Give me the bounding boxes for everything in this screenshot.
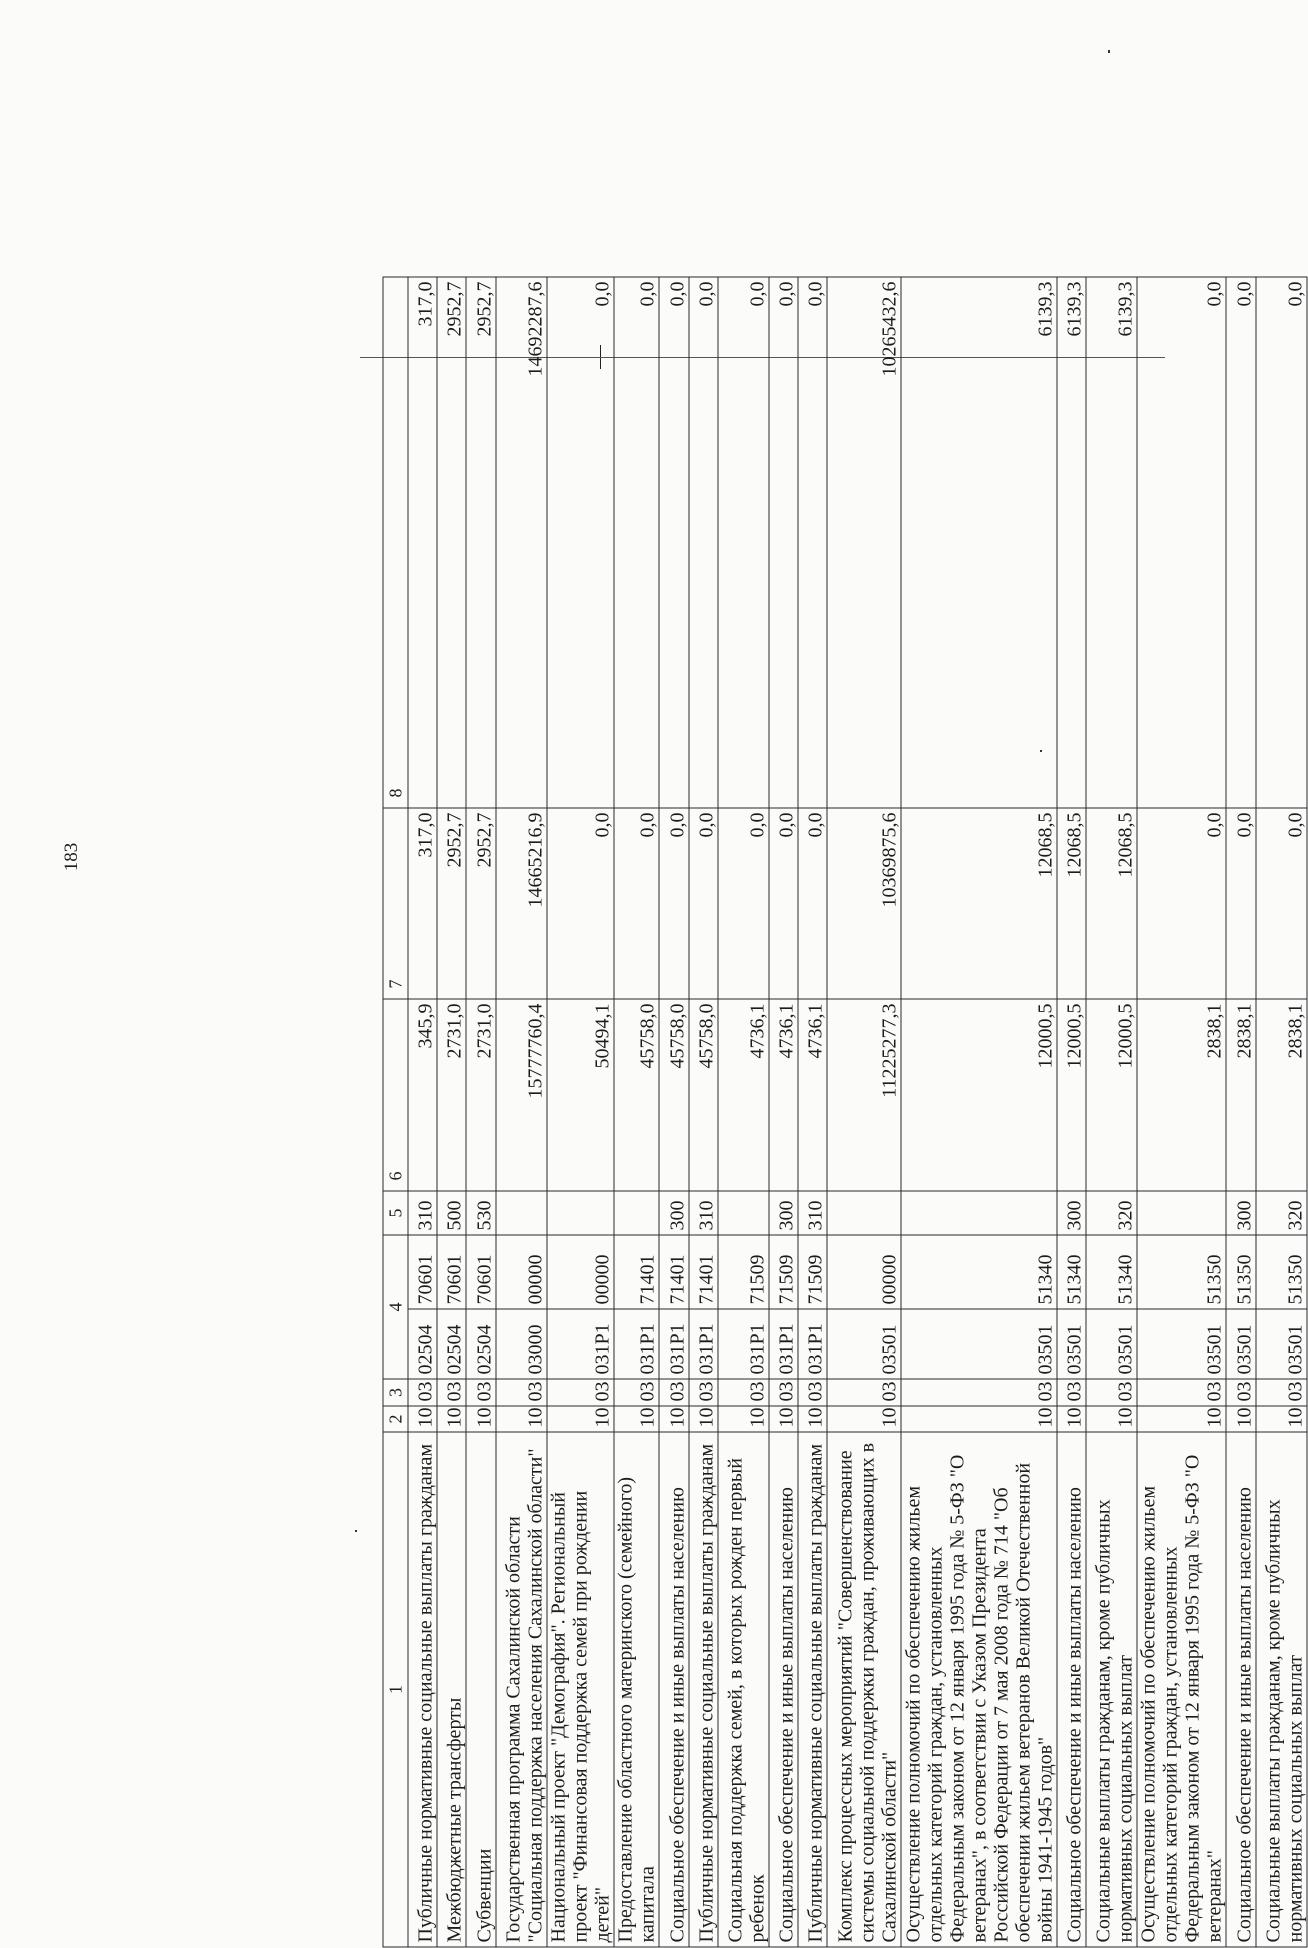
target-code-part2: 71509 [769, 1235, 798, 1309]
expense-type-code: 310 [689, 1191, 718, 1235]
subsection-code: 03 [769, 1379, 798, 1406]
table-row [1137, 277, 1226, 1947]
amount-col7: 0,0 [798, 808, 827, 999]
target-code-part2: 70601 [408, 1235, 437, 1309]
expense-type-code: 310 [798, 1191, 827, 1235]
row-label: Социальное обеспечение и иные выплаты населению [659, 1432, 688, 1947]
target-code-part2: 00000 [496, 1235, 547, 1309]
amount-col6: 2731,0 [466, 999, 495, 1191]
section-code: 10 [437, 1406, 466, 1432]
amount-col8: 0,0 [1256, 277, 1307, 808]
table-row [547, 277, 614, 1947]
expense-type-code [1137, 1191, 1226, 1235]
table-row [1226, 277, 1255, 1947]
row-label: Межбюджетные трансферты [437, 1432, 466, 1947]
subsection-code: 03 [1057, 1379, 1086, 1406]
subsection-code: 03 [901, 1379, 1057, 1406]
target-code-part1: 02504 [437, 1309, 466, 1379]
table-row [1086, 277, 1137, 1947]
amount-col7: 0,0 [689, 808, 718, 999]
row-label: Публичные нормативные социальные выплаты гражданам [689, 1432, 718, 1947]
amount-col7: 10369875,6 [827, 808, 900, 999]
amount-col8: 317,0 [408, 277, 437, 808]
column-header: 5 [383, 1191, 408, 1235]
subsection-code: 03 [547, 1379, 614, 1406]
section-code: 10 [614, 1406, 659, 1432]
subsection-code: 03 [827, 1379, 900, 1406]
expense-type-code: 320 [1086, 1191, 1137, 1235]
amount-col7: 0,0 [659, 808, 688, 999]
amount-col8: 0,0 [614, 277, 659, 808]
expense-type-code: 500 [437, 1191, 466, 1235]
expense-type-code: 300 [1226, 1191, 1255, 1235]
subsection-code: 03 [689, 1379, 718, 1406]
target-code-part2: 51350 [1137, 1235, 1226, 1309]
target-code-part1: 02504 [466, 1309, 495, 1379]
amount-col6: 12000,5 [901, 999, 1057, 1191]
table-row [769, 277, 798, 1947]
amount-col7: 12068,5 [901, 808, 1057, 999]
row-label: Социальное обеспечение и иные выплаты населению [1057, 1432, 1086, 1947]
expense-type-code [718, 1191, 769, 1235]
row-label: Публичные нормативные социальные выплаты гражданам [798, 1432, 827, 1947]
amount-col7: 14665216,9 [496, 808, 547, 999]
subsection-code: 03 [466, 1379, 495, 1406]
section-code: 10 [718, 1406, 769, 1432]
amount-col8: 0,0 [1226, 277, 1255, 808]
row-label: Социальное обеспечение и иные выплаты населению [769, 1432, 798, 1947]
amount-col8: 2952,7 [466, 277, 495, 808]
subsection-code: 03 [1226, 1379, 1255, 1406]
column-header: 1 [383, 1432, 408, 1947]
target-code-part1: 03501 [1086, 1309, 1137, 1379]
section-code: 10 [547, 1406, 614, 1432]
amount-col6: 11225277,3 [827, 999, 900, 1191]
amount-col7: 0,0 [614, 808, 659, 999]
target-code-part2: 71401 [614, 1235, 659, 1309]
table-row [437, 277, 466, 1947]
target-code-part1: 031Р1 [769, 1309, 798, 1379]
amount-col7: 0,0 [547, 808, 614, 999]
row-label: Осуществление полномочий по обеспечению жильем отдельных категорий граждан, установленных Федеральным законом от 12 января 1995 года № 5-ФЗ "О ветеранах", в соответствии с Указом Президента Российской Федерации от 7 мая 2008 года № 714 "Об обеспечении жильем ветеранов Великой Отечественной войны 1941-1945 годов" [901, 1432, 1057, 1947]
amount-col6: 45758,0 [659, 999, 688, 1191]
target-code-part1: 03501 [1256, 1309, 1307, 1379]
amount-col6: 2838,1 [1137, 999, 1226, 1191]
expense-type-code: 310 [408, 1191, 437, 1235]
subsection-code: 03 [1086, 1379, 1137, 1406]
subsection-code: 03 [798, 1379, 827, 1406]
target-code-part1: 031Р1 [547, 1309, 614, 1379]
table-row [408, 277, 437, 1947]
subsection-code: 03 [496, 1379, 547, 1406]
column-header: 4 [383, 1235, 408, 1379]
table-row [689, 277, 718, 1947]
expense-type-code [547, 1191, 614, 1235]
target-code-part2: 71401 [689, 1235, 718, 1309]
section-code: 10 [1256, 1406, 1307, 1432]
subsection-code: 03 [659, 1379, 688, 1406]
target-code-part1: 03501 [1137, 1309, 1226, 1379]
target-code-part1: 031Р1 [614, 1309, 659, 1379]
target-code-part1: 03000 [496, 1309, 547, 1379]
scan-speck [1108, 50, 1110, 53]
row-label: Осуществление полномочий по обеспечению жильем отдельных категорий граждан, установленных Федеральным законом от 12 января 1995 года № 5-ФЗ "О ветеранах" [1137, 1432, 1226, 1947]
column-header: 8 [383, 277, 408, 808]
target-code-part2: 51340 [901, 1235, 1057, 1309]
amount-col7: 2952,7 [466, 808, 495, 999]
target-code-part1: 03501 [827, 1309, 900, 1379]
section-code: 10 [466, 1406, 495, 1432]
section-code: 10 [1086, 1406, 1137, 1432]
amount-col6: 4736,1 [718, 999, 769, 1191]
column-header: 7 [383, 808, 408, 999]
amount-col6: 45758,0 [614, 999, 659, 1191]
expense-type-code: 300 [769, 1191, 798, 1235]
amount-col7: 0,0 [769, 808, 798, 999]
table-row [614, 277, 659, 1947]
amount-col8: 6139,3 [1086, 277, 1137, 808]
amount-col6: 2838,1 [1256, 999, 1307, 1191]
amount-col8: 0,0 [547, 277, 614, 808]
target-code-part2: 00000 [827, 1235, 900, 1309]
table-row [466, 277, 495, 1947]
amount-col6: 4736,1 [798, 999, 827, 1191]
amount-col8: 6139,3 [901, 277, 1057, 808]
amount-col8: 0,0 [769, 277, 798, 808]
rotated-table-container [383, 278, 1308, 1948]
expense-type-code [827, 1191, 900, 1235]
target-code-part1: 031Р1 [689, 1309, 718, 1379]
subsection-code: 03 [408, 1379, 437, 1406]
target-code-part2: 51350 [1226, 1235, 1255, 1309]
section-code: 10 [659, 1406, 688, 1432]
amount-col8: 2952,7 [437, 277, 466, 808]
amount-col6: 4736,1 [769, 999, 798, 1191]
target-code-part2: 71401 [659, 1235, 688, 1309]
table-row [496, 277, 547, 1947]
target-code-part2: 00000 [547, 1235, 614, 1309]
amount-col7: 0,0 [1137, 808, 1226, 999]
row-label: Социальные выплаты гражданам, кроме публичных нормативных социальных выплат [1256, 1432, 1307, 1947]
amount-col7: 2952,7 [437, 808, 466, 999]
amount-col8: 0,0 [718, 277, 769, 808]
section-code: 10 [1226, 1406, 1255, 1432]
table-row [827, 277, 900, 1947]
amount-col6: 345,9 [408, 999, 437, 1191]
target-code-part1: 031Р1 [798, 1309, 827, 1379]
row-label: Публичные нормативные социальные выплаты гражданам [408, 1432, 437, 1947]
column-header: 2 [383, 1406, 408, 1432]
expense-type-code: 320 [1256, 1191, 1307, 1235]
target-code-part1: 031Р1 [659, 1309, 688, 1379]
amount-col6: 2838,1 [1226, 999, 1255, 1191]
amount-col6: 50494,1 [547, 999, 614, 1191]
amount-col8: 0,0 [798, 277, 827, 808]
subsection-code: 03 [1256, 1379, 1307, 1406]
table-header-row [383, 277, 408, 1947]
target-code-part1: 03501 [1226, 1309, 1255, 1379]
target-code-part2: 71509 [798, 1235, 827, 1309]
row-label: Субвенции [466, 1432, 495, 1947]
expense-type-code [901, 1191, 1057, 1235]
section-code: 10 [901, 1406, 1057, 1432]
amount-col8: 0,0 [659, 277, 688, 808]
target-code-part2: 51350 [1256, 1235, 1307, 1309]
target-code-part1: 02504 [408, 1309, 437, 1379]
amount-col7: 0,0 [1256, 808, 1307, 999]
table-row [901, 277, 1057, 1947]
amount-col6: 12000,5 [1086, 999, 1137, 1191]
section-code: 10 [798, 1406, 827, 1432]
budget-table-body [383, 277, 1307, 1947]
target-code-part1: 03501 [901, 1309, 1057, 1379]
target-code-part2: 71509 [718, 1235, 769, 1309]
target-code-part2: 51340 [1086, 1235, 1137, 1309]
table-row [718, 277, 769, 1947]
column-header: 3 [383, 1379, 408, 1406]
amount-col8: 14692287,6 [496, 277, 547, 808]
subsection-code: 03 [1137, 1379, 1226, 1406]
expense-type-code: 300 [1057, 1191, 1086, 1235]
scan-speck [355, 1530, 357, 1532]
amount-col8: 10265432,6 [827, 277, 900, 808]
table-row [1057, 277, 1086, 1947]
amount-col6: 45758,0 [689, 999, 718, 1191]
table-row [798, 277, 827, 1947]
section-code: 10 [1137, 1406, 1226, 1432]
target-code-part2: 51340 [1057, 1235, 1086, 1309]
amount-col6: 15777760,4 [496, 999, 547, 1191]
target-code-part2: 70601 [466, 1235, 495, 1309]
amount-col7: 317,0 [408, 808, 437, 999]
target-code-part1: 03501 [1057, 1309, 1086, 1379]
section-code: 10 [827, 1406, 900, 1432]
expense-type-code [614, 1191, 659, 1235]
expense-type-code: 530 [466, 1191, 495, 1235]
amount-col8: 0,0 [689, 277, 718, 808]
target-code-part1: 031Р1 [718, 1309, 769, 1379]
row-label: Социальное обеспечение и иные выплаты населению [1226, 1432, 1255, 1947]
row-label: Социальная поддержка семей, в которых рожден первый ребенок [718, 1432, 769, 1947]
amount-col6: 12000,5 [1057, 999, 1086, 1191]
row-label: Предоставление областного материнского (семейного) капитала [614, 1432, 659, 1947]
amount-col7: 0,0 [1226, 808, 1255, 999]
row-label: Государственная программа Сахалинской области "Социальная поддержка населения Сахалинской области" [496, 1432, 547, 1947]
expense-type-code: 300 [659, 1191, 688, 1235]
target-code-part2: 70601 [437, 1235, 466, 1309]
amount-col7: 0,0 [718, 808, 769, 999]
table-row [1256, 277, 1307, 1947]
section-code: 10 [496, 1406, 547, 1432]
row-label: Комплекс процессных мероприятий "Совершенствование системы социальной поддержки граждан, проживающих в Сахалинской области" [827, 1432, 900, 1947]
table-row [659, 277, 688, 1947]
expense-type-code [496, 1191, 547, 1235]
budget-table [383, 277, 1308, 1948]
subsection-code: 03 [437, 1379, 466, 1406]
section-code: 10 [769, 1406, 798, 1432]
amount-col6: 2731,0 [437, 999, 466, 1191]
section-code: 10 [408, 1406, 437, 1432]
row-label: Национальный проект "Демография". Региональный проект "Финансовая поддержка семей при рождении детей" [547, 1432, 614, 1947]
page-number: 183 [61, 842, 82, 872]
subsection-code: 03 [614, 1379, 659, 1406]
amount-col7: 12068,5 [1057, 808, 1086, 999]
row-label: Социальные выплаты гражданам, кроме публичных нормативных социальных выплат [1086, 1432, 1137, 1947]
subsection-code: 03 [718, 1379, 769, 1406]
amount-col7: 12068,5 [1086, 808, 1137, 999]
section-code: 10 [1057, 1406, 1086, 1432]
amount-col8: 0,0 [1137, 277, 1226, 808]
amount-col8: 6139,3 [1057, 277, 1086, 808]
column-header: 6 [383, 999, 408, 1191]
section-code: 10 [689, 1406, 718, 1432]
